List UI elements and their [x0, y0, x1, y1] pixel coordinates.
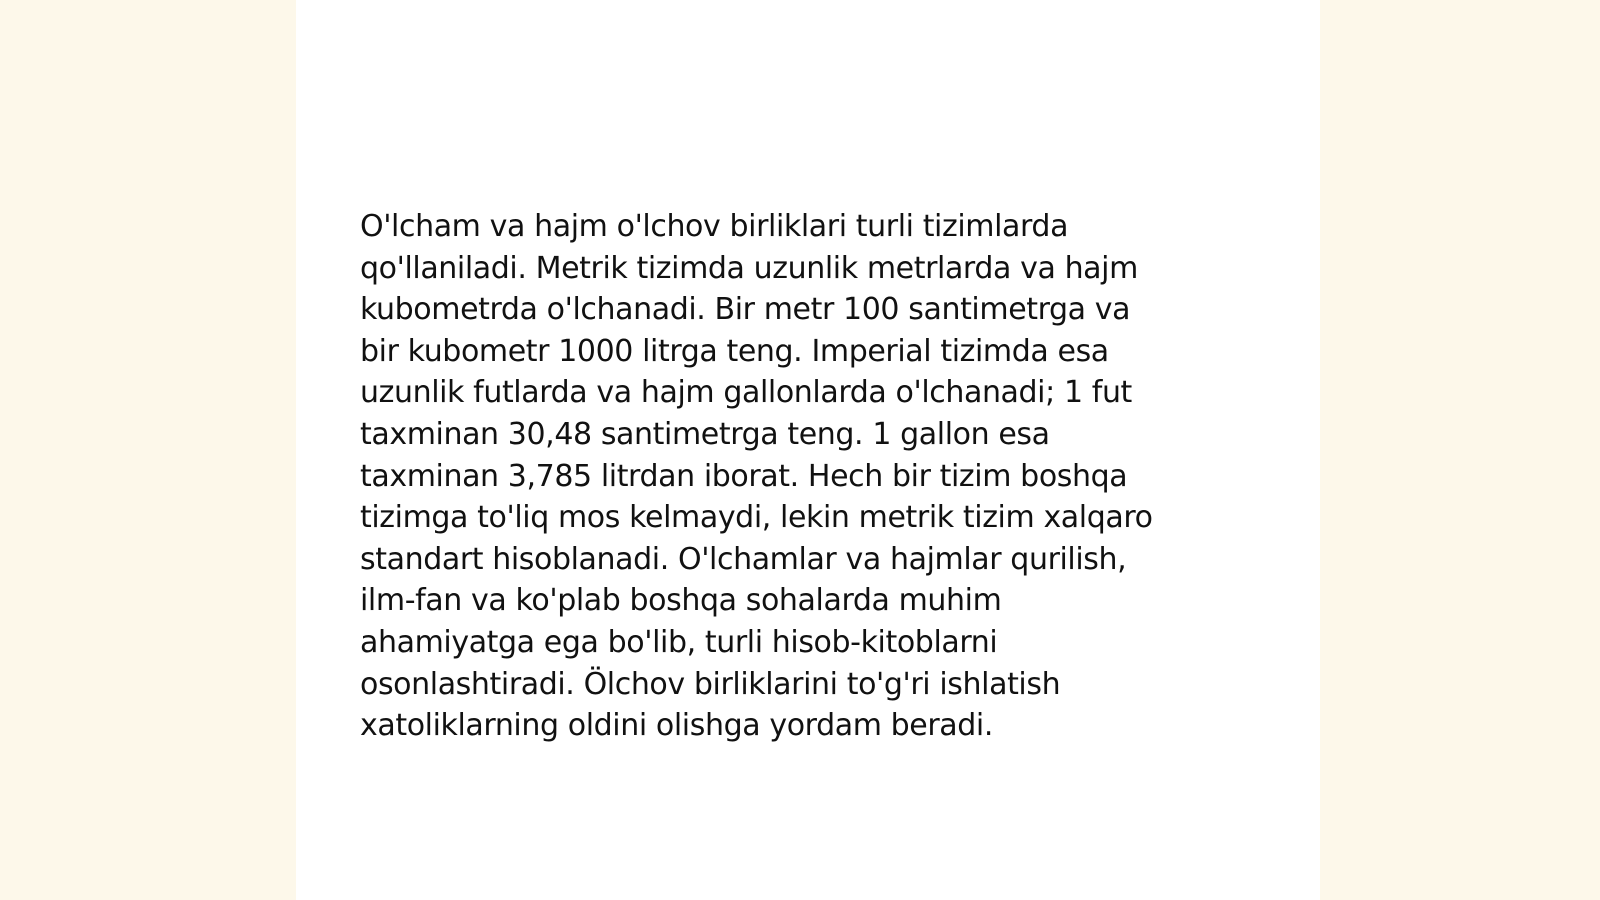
text-line: osonlashtiradi. Ölchov birliklarini to'g'ri ishlatish	[360, 666, 1061, 702]
text-line: standart hisoblanadi. O'lchamlar va hajmlar qurilish,	[360, 541, 1127, 577]
text-line: qo'llaniladi. Metrik tizimda uzunlik metrlarda va hajm	[360, 250, 1138, 286]
text-line: ahamiyatga ega bo'lib, turli hisob-kitoblarni	[360, 624, 998, 660]
text-line: tizimga to'liq mos kelmaydi, lekin metrik tizim xalqaro	[360, 500, 1153, 536]
text-line: uzunlik futlarda va hajm gallonlarda o'lchanadi; 1 fut	[360, 375, 1132, 411]
text-line: O'lcham va hajm o'lchov birliklari turli tizimlarda	[360, 209, 1069, 244]
document-page	[296, 0, 1320, 900]
body-paragraph	[360, 206, 1260, 747]
text-line: kubometrda o'lchanadi. Bir metr 100 santimetrga va	[360, 292, 1131, 328]
text-line: taxminan 3,785 litrdan iborat. Hech bir tizim boshqa	[360, 458, 1128, 494]
text-line: xatoliklarning oldini olishga yordam beradi.	[360, 708, 993, 744]
text-line: bir kubometr 1000 litrga teng. Imperial tizimda esa	[360, 333, 1109, 369]
text-line: taxminan 30,48 santimetrga teng. 1 gallon esa	[360, 416, 1050, 452]
text-line: ilm-fan va ko'plab boshqa sohalarda muhim	[360, 583, 1002, 619]
